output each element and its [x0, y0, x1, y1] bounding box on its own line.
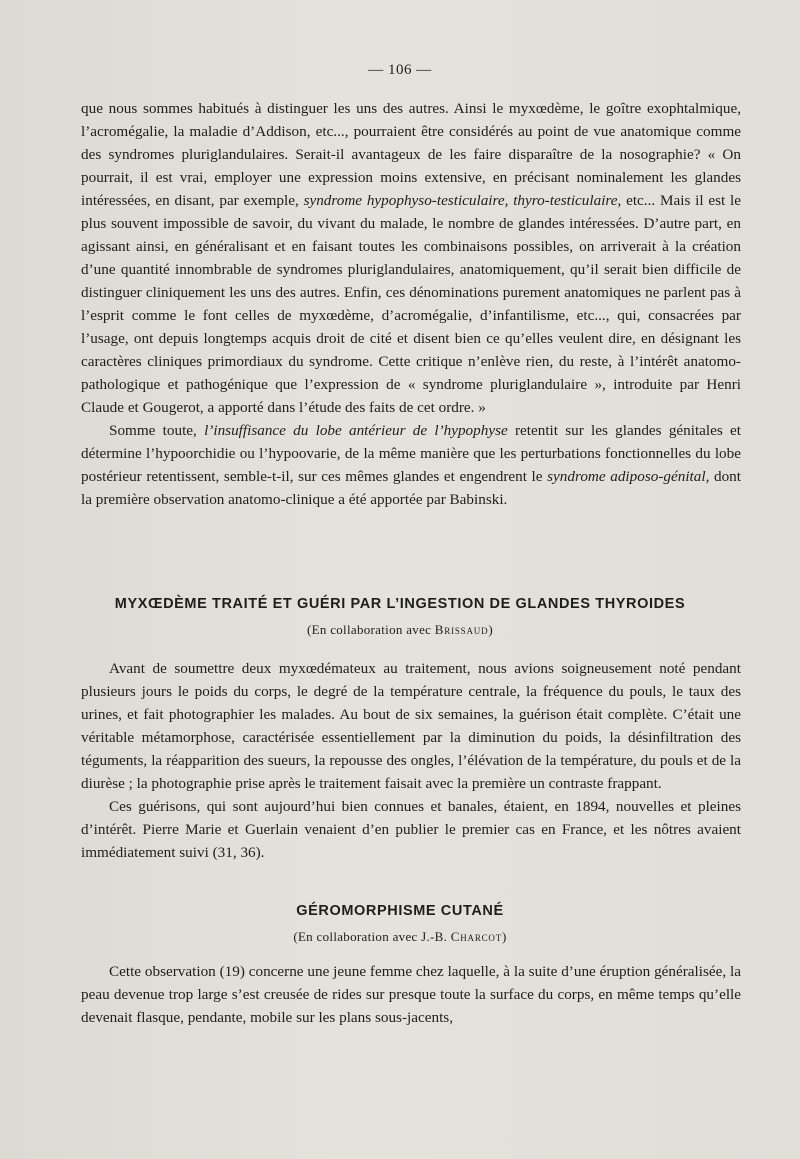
paragraph-2-text-b: retentit sur les glandes génitales et détermine l’hypoorchidie ou l’hypoovarie, de la même manière que les perturbations fonctionnelles du lobe postérieur retentissent, semble-t-il, sur ces mêmes glandes et engendrent le: [81, 422, 742, 485]
paragraph-2-italic-a: l’insuffisance du lobe antérieur de l’hypophyse: [204, 422, 508, 439]
paragraph-2-italic-b: syndrome adiposo-génital,: [547, 468, 710, 485]
section-2-subtitle: [0, 929, 800, 945]
section-1-subtitle-suffix: ): [488, 622, 494, 637]
paragraph-1-text-b: etc... Mais il est le plus souvent impossible de savoir, du vivant du malade, le nombre de glandes intéressées. D’autre part, en agissant ainsi, en généralisant et en faisant toutes les combinaisons possibles, on arriverait à la création d’une quantité innombrable de syndromes pluriglandulaires, anatomiquement, qu’il serait bien difficile de distinguer cliniquement les uns des autres. Enfin, ces dénominations purement anatomiques ne parlent pas à l’esprit comme le font celles de myxœdème, d’acromégalie, d’infantilisme, etc..., qui, consacrées par l’usage, ont depuis longtemps acquis droit de cité et disent bien ce qu’elles veulent dire, en désignant les caractères cliniques primordiaux du syndrome. Cette critique n’enlève rien, du reste, à l’intérêt anatomo-pathologique et pathogénique que l’expression de « syndrome pluriglandulaire », introduite par Henri Claude et Gougerot, a apporté dans l’étude des faits de cet ordre. »: [81, 192, 741, 416]
section-1-paragraph-1: Avant de soumettre deux myxœdémateux au traitement, nous avions soigneusement noté pendant plusieurs jours le poids du corps, le degré de la température centrale, la fréquence du pouls, le taux des urines, et fait photographier les malades. Au bout de six semaines, la guérison était complète. C’était une véritable métamorphose, caractérisée essentiellement par la diminution du poids, la désinfiltration des téguments, la réapparition des sueurs, la repousse des ongles, l’élévation de la température, du pouls et de la diurèse ; la photographie prise après le traitement faisait avec la première un contraste frappant.: [81, 660, 741, 792]
section-1-body: [81, 657, 741, 864]
paragraph-1-italic: syndrome hypophyso-testiculaire, thyro-testiculaire,: [303, 192, 622, 209]
section-2-subtitle-prefix: (En collaboration avec J.-B.: [293, 929, 451, 944]
section-2-title: GÉROMORPHISME CUTANÉ: [296, 903, 504, 919]
section-1-collaborator: Brissaud: [434, 622, 489, 637]
section-1-paragraph-2: Ces guérisons, qui sont aujourd’hui bien connues et banales, étaient, en 1894, nouvelles et pleines d’intérêt. Pierre Marie et Guerlain venaient d’en publier le premier cas en France, et les nôtres avaient immédiatement suivi (31, 36).: [81, 798, 741, 861]
page-number: — 106 —: [368, 62, 432, 78]
paragraph-2-text-a: Somme toute,: [109, 422, 205, 439]
section-1-title: MYXŒDÈME TRAITÉ ET GUÉRI PAR L’INGESTION DE GLANDES THYROIDES: [114, 596, 686, 612]
section-2-body: [81, 960, 741, 1029]
section-2-collaborator: Charcot: [450, 929, 503, 944]
section-2-paragraph-1: Cette observation (19) concerne une jeune femme chez laquelle, à la suite d’une éruption généralisée, la peau devenue trop large s’est creusée de rides sur presque toute la surface du corps, en même temps qu’elle devenait flasque, pendante, mobile sur les plans sous-jacents,: [81, 963, 741, 1026]
section-2-subtitle-suffix: ): [502, 929, 507, 944]
paragraph-1-text-a: que nous sommes habitués à distinguer les uns des autres. Ainsi le myxœdème, le goître exophtalmique, l’acromégalie, la maladie d’Addison, etc..., pourraient être considérés au point de vue anatomique comme des syndromes pluriglandulaires. Serait-il avantageux de les faire disparaître de la nosographie? « On pourrait, il est vrai, employer une expression moins extensive, en précisant nominalement les glandes intéressées, en disant, par exemple,: [81, 100, 741, 209]
paragraph-2: [81, 419, 741, 511]
paragraph-1: [81, 97, 741, 511]
section-1-subtitle-prefix: (En collaboration avec: [306, 622, 435, 637]
paragraph-2-text-c: dont la première observation anatomo-clinique a été apportée par Babinski.: [81, 468, 741, 508]
section-1-subtitle: [0, 622, 800, 638]
